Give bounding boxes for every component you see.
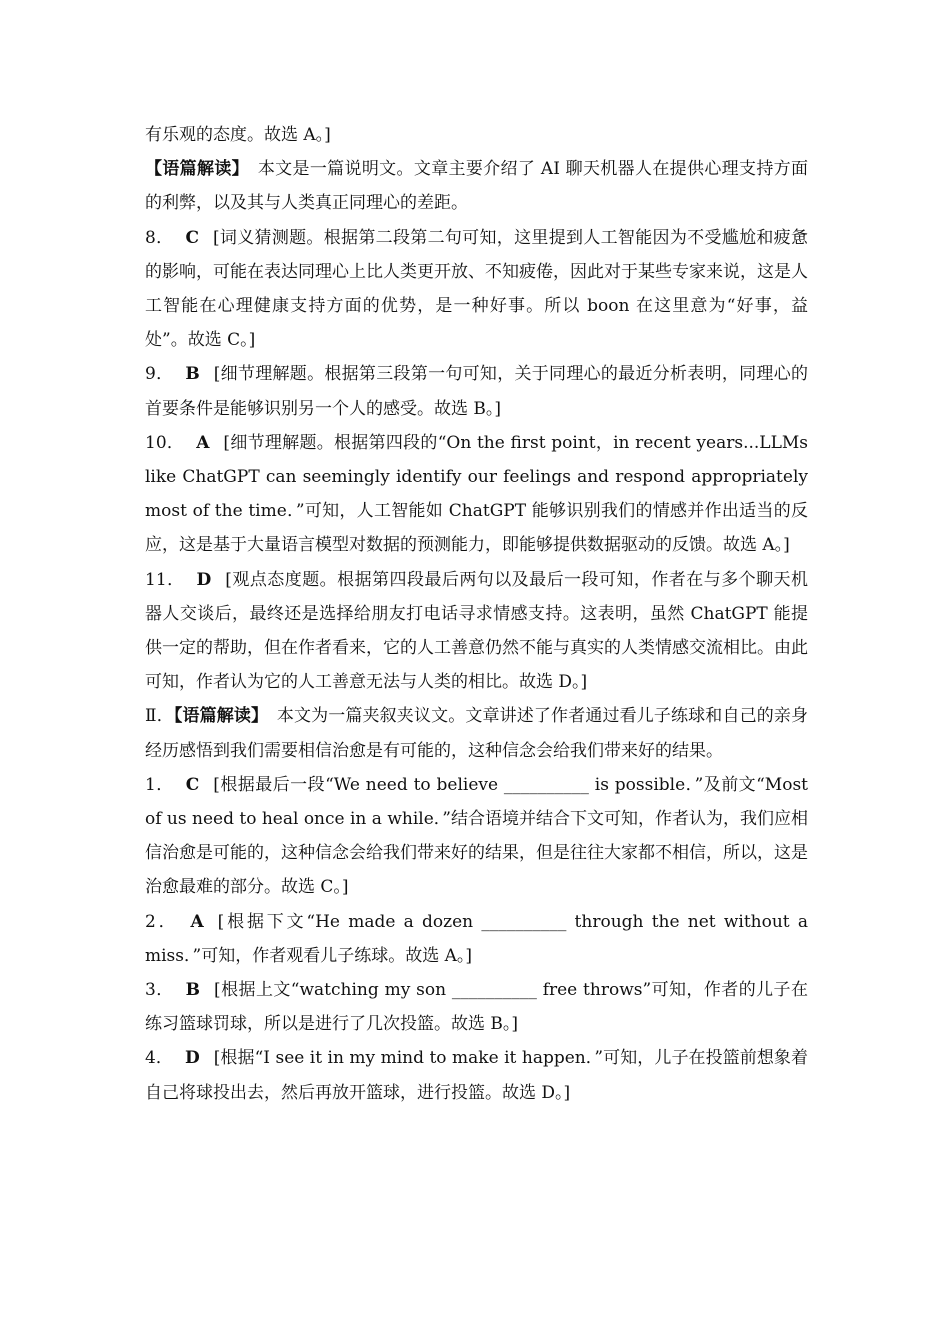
question-number: 8． bbox=[145, 227, 174, 248]
answer-letter: A bbox=[196, 432, 210, 453]
explanation-text: [根据“I see it in my mind to make it happen．”可知，儿子在投篮前想象着自己将球投出去，然后再放开篮球，进行投篮。故选 D。] bbox=[145, 1048, 808, 1103]
explanation-text: [细节理解题。根据第四段的“On the first point，in recent years...LLMs like ChatGPT can seemingly identify our feelings and respond appropriately most of the time．”可知，人工智能如 ChatGPT 能够识别我们的情感并作出适当的反应，这是基于大量语言模型对数据的预测能力，即能够提供数据驱动的反馈。故选 A。] bbox=[145, 432, 808, 556]
answer-item bbox=[145, 973, 808, 1041]
explanation-text: [根据最后一段“We need to believe __________ is possible．”及前文“Most of us need to heal once in a while．”结合语境并结合下文可知，作者认为，我们应相信治愈是可能的，这种信念会给我们带来好的结果，但是往往大家都不相信，所以，这是治愈最难的部分。故选 C。] bbox=[145, 774, 808, 898]
answer-text-body bbox=[145, 118, 808, 1110]
answer-letter: C bbox=[185, 227, 199, 248]
question-number: 3． bbox=[145, 980, 174, 1001]
section-label: 【语篇解读】 bbox=[173, 706, 260, 727]
explanation-text: [观点态度题。根据第四段最后两句以及最后一段可知，作者在与多个聊天机器人交谈后，最终还是选择给朋友打电话寻求情感支持。这表明，虽然 ChatGPT 能提供一定的帮助，但在作者看来，它的人工善意仍然不能与真实的人类情感交流相比。由此可知，作者认为它的人工善意无法与人类的相比。故选 D。] bbox=[145, 569, 808, 693]
answer-letter: C bbox=[185, 774, 200, 795]
explanation-text: [根据下文“He made a dozen __________ through the net without a miss．”可知，作者观看儿子练球。故选 A。] bbox=[145, 911, 808, 966]
question-number: 2． bbox=[145, 911, 179, 932]
passage-summary bbox=[145, 152, 808, 220]
answer-item bbox=[145, 357, 808, 425]
answer-letter: B bbox=[185, 980, 201, 1001]
paragraph-text: 本文是一篇说明文。文章主要介绍了 AI 聊天机器人在提供心理支持方面的利弊，以及其与人类真正同理心的差距。 bbox=[145, 159, 808, 214]
passage-summary bbox=[145, 699, 808, 767]
question-number: 9． bbox=[145, 364, 174, 385]
question-number: 11． bbox=[145, 569, 185, 590]
answer-item bbox=[145, 221, 808, 358]
answer-item bbox=[145, 563, 808, 700]
answer-letter: A bbox=[190, 911, 204, 932]
paragraph-text: 有乐观的态度。故选 A。] bbox=[145, 125, 331, 145]
answer-item bbox=[145, 1041, 808, 1109]
answer-item bbox=[145, 768, 808, 905]
paragraph-continuation bbox=[145, 118, 808, 152]
paragraph-text: 本文为一篇夹叙夹议文。文章讲述了作者通过看儿子练球和自己的亲身经历感悟到我们需要相信治愈是有可能的，这种信念会给我们带来好的结果。 bbox=[145, 706, 809, 761]
section-number: Ⅱ． bbox=[145, 706, 174, 727]
question-number: 4． bbox=[145, 1048, 173, 1069]
answer-item bbox=[145, 426, 808, 563]
explanation-text: [根据上文“watching my son __________ free throws”可知，作者的儿子在练习篮球罚球，所以是进行了几次投篮。故选 B。] bbox=[145, 980, 808, 1035]
answer-letter: D bbox=[196, 569, 212, 590]
question-number: 10． bbox=[145, 432, 185, 453]
answer-letter: D bbox=[184, 1048, 200, 1069]
answer-item bbox=[145, 905, 808, 973]
explanation-text: [细节理解题。根据第三段第一句可知，关于同理心的最近分析表明，同理心的首要条件是能够识别另一个人的感受。故选 B。] bbox=[145, 364, 808, 419]
answer-letter: B bbox=[185, 364, 200, 385]
question-number: 1． bbox=[145, 774, 174, 795]
explanation-text: [词义猜测题。根据第二段第二句可知，这里提到人工智能因为不受尴尬和疲惫的影响，可能在表达同理心上比人类更开放、不知疲倦，因此对于某些专家来说，这是人工智能在心理健康支持方面的优势，是一种好事。所以 boon 在这里意为“好事，益处”。故选 C。] bbox=[145, 227, 808, 351]
section-label: 【语篇解读】 bbox=[145, 159, 241, 180]
